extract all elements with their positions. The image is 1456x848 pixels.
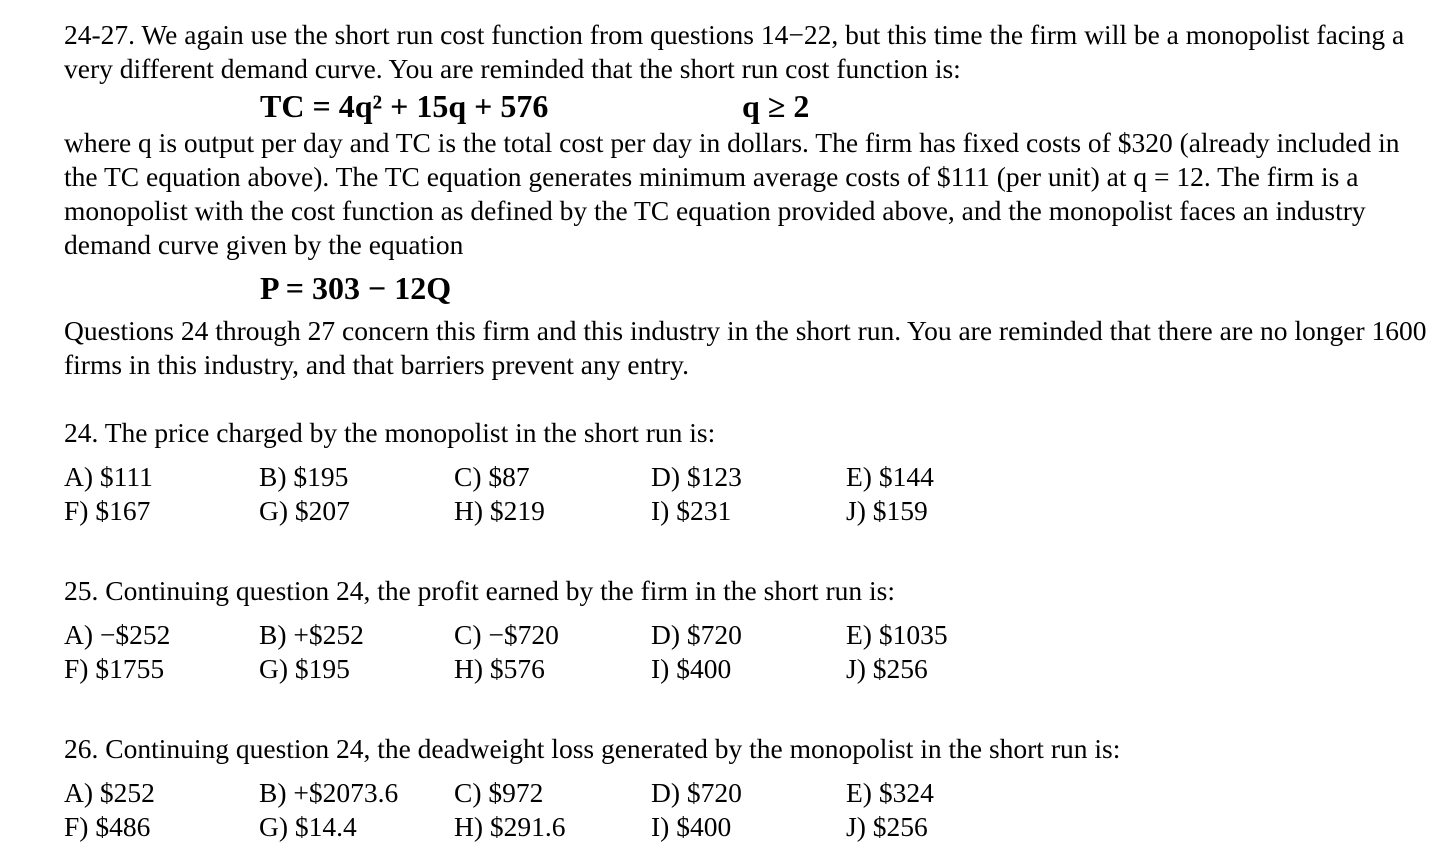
answer-option-a: A) $111 [64, 461, 153, 492]
tc-condition: q ≥ 2 [742, 88, 810, 124]
answer-option-b: B) +$2073.6 [259, 777, 399, 808]
answer-option-h: H) $291.6 [454, 811, 566, 842]
answer-option-i: I) $400 [651, 653, 732, 684]
answer-grid [64, 776, 1434, 844]
answer-option-j: J) $256 [846, 811, 928, 842]
answer-option-f: F) $167 [64, 495, 151, 526]
answer-option-j: J) $256 [846, 653, 928, 684]
answer-option-i: I) $231 [651, 495, 732, 526]
answer-option-g: G) $14.4 [259, 811, 357, 842]
question-24 [64, 416, 1434, 528]
question-prompt: 25. Continuing question 24, the profit earned by the firm in the short run is: [64, 575, 895, 606]
question-26 [64, 732, 1434, 844]
answer-option-b: B) $195 [259, 461, 349, 492]
answer-option-a: A) −$252 [64, 619, 171, 650]
answer-option-c: C) $87 [454, 461, 530, 492]
answer-option-f: F) $486 [64, 811, 151, 842]
answer-option-g: G) $207 [259, 495, 350, 526]
answer-option-g: G) $195 [259, 653, 350, 684]
cost-equation-line [64, 86, 1434, 126]
answer-option-e: E) $324 [846, 777, 934, 808]
answer-option-h: H) $576 [454, 653, 545, 684]
answer-option-e: E) $144 [846, 461, 934, 492]
answer-grid [64, 460, 1434, 528]
description-paragraph: where q is output per day and TC is the total cost per day in dollars. The firm has fixed costs of $320 (already included in the TC equation above). The TC equation generates minimum average costs of $111 (per unit) at q = 12. The firm is a monopolist with the cost function as defined by the TC equation provided above, and the monopolist faces an industry demand curve given by the equation [64, 127, 1400, 260]
demand-equation: P = 303 − 12Q [260, 270, 452, 306]
answer-option-d: D) $123 [651, 461, 742, 492]
question-prompt: 26. Continuing question 24, the deadweight loss generated by the monopolist in the short run is: [64, 733, 1121, 764]
answer-option-e: E) $1035 [846, 619, 948, 650]
answer-option-i: I) $400 [651, 811, 732, 842]
answer-option-f: F) $1755 [64, 653, 165, 684]
question-prompt: 24. The price charged by the monopolist in the short run is: [64, 417, 716, 448]
answer-option-d: D) $720 [651, 777, 742, 808]
answer-option-c: C) $972 [454, 777, 544, 808]
context-paragraph: Questions 24 through 27 concern this firm and this industry in the short run. You are reminded that there are no longer 1600 firms in this industry, and that barriers prevent any entry. [64, 315, 1427, 380]
answer-grid [64, 618, 1434, 686]
answer-option-c: C) −$720 [454, 619, 559, 650]
answer-option-d: D) $720 [651, 619, 742, 650]
problem-document [64, 18, 1434, 844]
demand-equation-line [64, 268, 1434, 308]
answer-option-a: A) $252 [64, 777, 155, 808]
answer-option-j: J) $159 [846, 495, 928, 526]
answer-option-h: H) $219 [454, 495, 545, 526]
answer-option-b: B) +$252 [259, 619, 364, 650]
tc-equation: TC = 4q² + 15q + 576 [260, 88, 549, 124]
intro-paragraph: 24-27. We again use the short run cost function from questions 14−22, but this time the firm will be a monopolist facing a very different demand curve. You are reminded that the short run cost function is: [64, 19, 1405, 84]
question-25 [64, 574, 1434, 686]
